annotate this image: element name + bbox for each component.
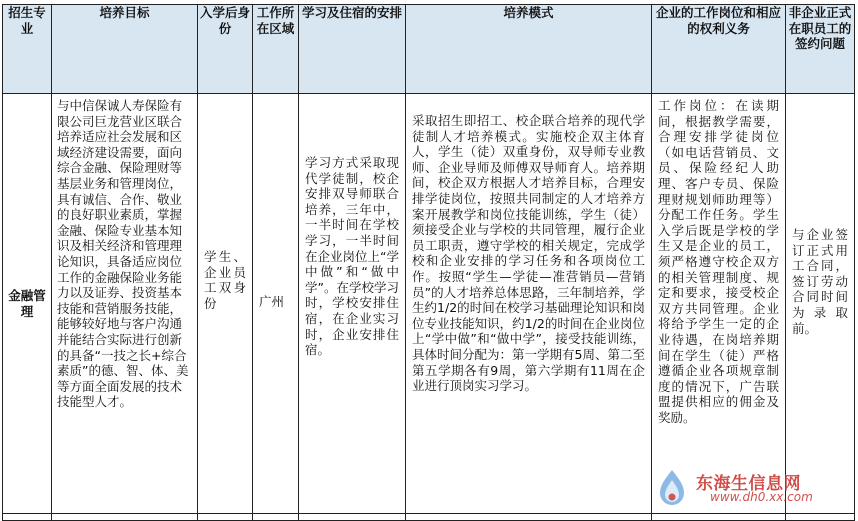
header-area: 工作所在区域 [253,5,299,94]
cell-area: 广州 [253,94,299,514]
header-major: 招生专业 [3,5,52,94]
cell-sign: 与企业签订正式用工合同，签订劳动合同时间为录取前。 [786,94,855,514]
header-goal: 培养目标 [52,5,198,94]
table-bottom-row [3,514,855,521]
cell-mode: 采取招生即招工、校企联合培养的现代学徒制人才培养模式。实施校企双主体育人，学生（徒）双重身份，双导师专业教师、企业导师及师傅双导师育人。培养期间，校企双方根据人才培养目标，合理安排学徒岗位，按照共同制定的人才培养方案开展教学和岗位技能训练，学生（徒）须接受企业与学校的共同管理，履行企业员工职责，遵守学校的相关规定，完成学校和企业安排的学习任务和各项岗位工作。按照“学生—学徒—准营销员—营销员”的人才培养总体思路，三年制培养，学生约1/2的时间在校学习基础理论知识和岗位专业技能知识，约1/2的时间在企业岗位上“学中做”和“做中学”，接受技能训练，具体时间分配为：第一学期有5周、第二至第五学期各有9周，第六学期有11周在企业进行顶岗实习学习。 [406,94,652,514]
header-identity: 入学后身份 [198,5,253,94]
header-row [3,5,855,94]
enrollment-table [2,4,855,521]
header-jobs: 企业的工作岗位和相应的权利义务 [652,5,786,94]
header-mode: 培养模式 [406,5,652,94]
watermark-text: 东海生信息网 [696,474,801,494]
table-row [3,94,855,514]
watermark-url: www.dh0.xx.com [710,490,813,504]
cell-jobs: 工作岗位：在读期间，根据教学需要，合理安排学徒岗位（如电话营销员、文员、保险经纪人助理、客户专员、保险理财规划师助理等）分配工作任务。学生入学后既是学校的学生又是企业的员工，须严格遵守校企双方的相关管理制度、规定和要求，接受校企双方共同管理。企业将给予学生一定的企业待遇，在岗培养期间在学生（徒）严格遵循企业各项规章制度的情况下，广告联盟提供相应的佣金及奖励。 [652,94,786,514]
cell-identity: 学生、企业员工双身份 [198,94,253,514]
header-study: 学习及住宿的安排 [299,5,406,94]
header-sign: 非企业正式在职员工的签约问题 [786,5,855,94]
cell-study: 学习方式采取现代学徒制，校企安排双导师联合培养，三年中，一半时间在学校学习，一半时间在企业岗位上“学中做”和“做中学”。在学校学习时，学校安排住宿，在企业实习时，企业安排住宿。 [299,94,406,514]
cell-goal: 与中信保诚人寿保险有限公司巨龙营业区联合培养适应社会发展和区域经济建设需要，面向综合金融、保险理财等基层业务和管理岗位，具有诚信、合作、敬业的良好职业素质，掌握金融、保险专业基本知识及相关经济和管理理论知识，具备适应岗位工作的金融保险业务能力以及证券、投资基本技能和营销服务技能，能够较好地与客户沟通并能结合实际进行创新的具备“一技之长+综合素质”的德、智、体、美等方面全面发展的技术技能型人才。 [52,94,198,514]
cell-major: 金融管理 [3,94,52,514]
